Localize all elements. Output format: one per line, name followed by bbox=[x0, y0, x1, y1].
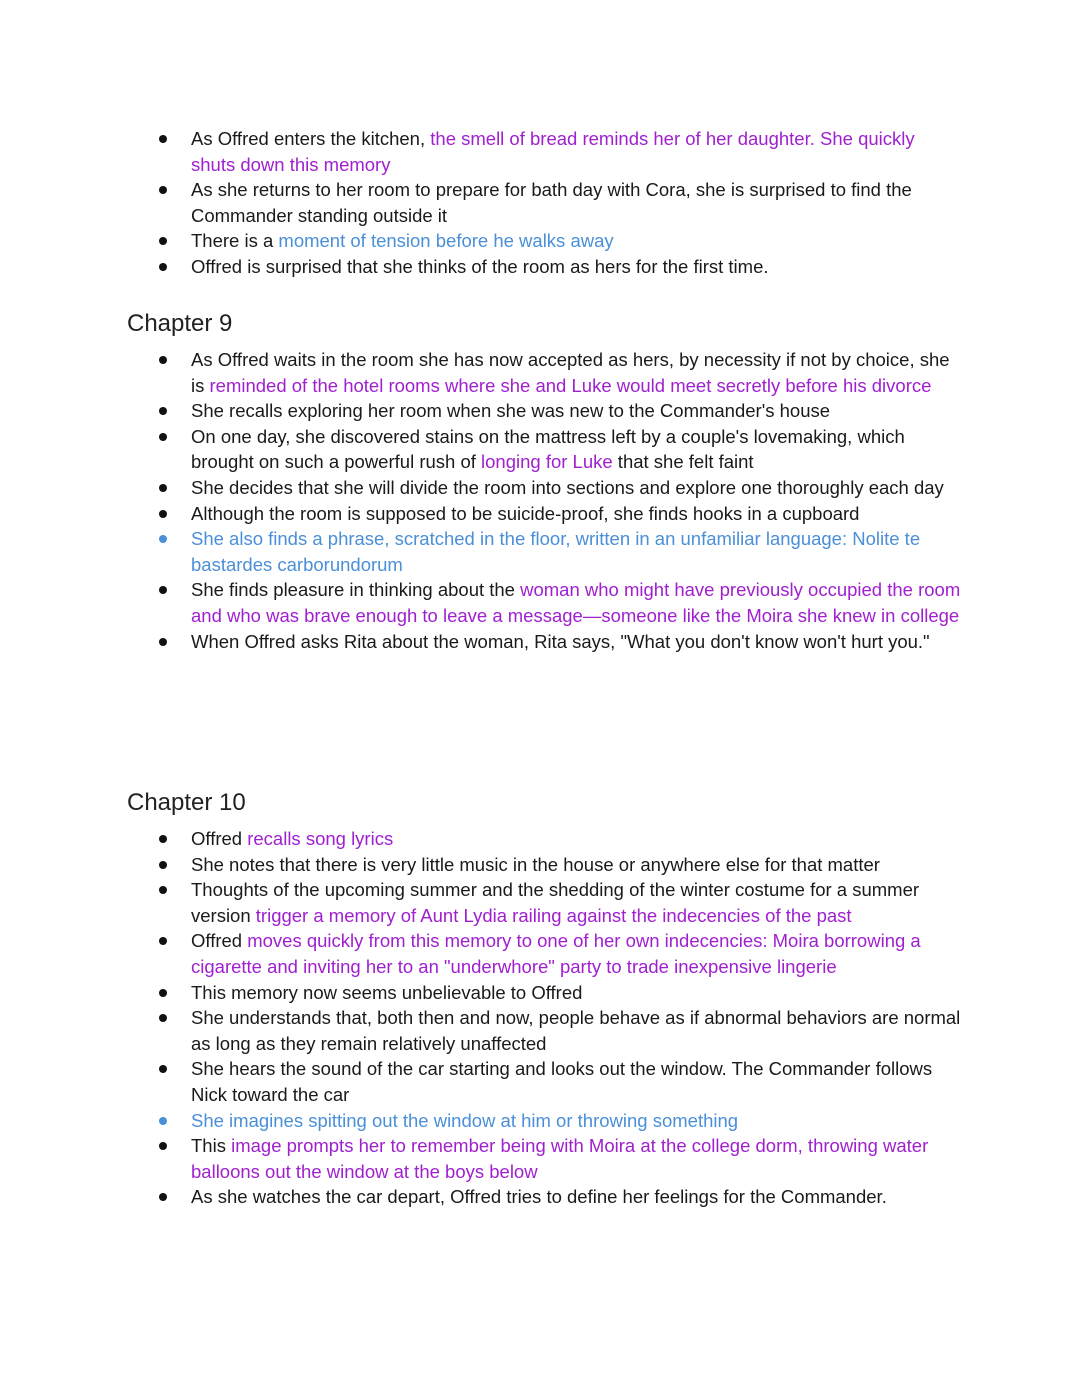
bullet-dot-icon bbox=[159, 484, 167, 492]
chapter-9-bullet-list bbox=[0, 347, 1080, 654]
bullet-text-black: Offred is surprised that she thinks of the room as hers for the first time. bbox=[191, 255, 769, 277]
bullet-item bbox=[0, 980, 961, 1006]
bullet-text-blue: She also finds a phrase, scratched in the floor, written in an unfamiliar language: Nolite te bastardes carborundorum bbox=[191, 528, 921, 575]
bullet-item bbox=[0, 398, 961, 424]
bullet-dot-icon bbox=[159, 1193, 167, 1201]
bullet-text-purple: trigger a memory of Aunt Lydia railing against the indecencies of the past bbox=[255, 904, 852, 926]
bullet-item bbox=[0, 1056, 961, 1107]
bullet-item bbox=[0, 526, 961, 577]
bullet-dot-icon bbox=[159, 356, 167, 364]
bullet-text-black: She decides that she will divide the room into sections and explore one thoroughly each day bbox=[191, 476, 944, 498]
bullet-text-black: She understands that, both then and now, people behave as if abnormal behaviors are normal as long as they remain relatively unaffected bbox=[191, 1007, 961, 1054]
bullet-text-black: As she returns to her room to prepare for bath day with Cora, she is surprised to find the Commander standing outside it bbox=[191, 179, 912, 226]
bullet-text-black: She recalls exploring her room when she was new to the Commander's house bbox=[191, 400, 831, 422]
bullet-item bbox=[0, 501, 961, 527]
bullet-item bbox=[0, 1005, 961, 1056]
bullet-item bbox=[0, 228, 961, 254]
bullet-dot-icon bbox=[159, 989, 167, 997]
bullet-item bbox=[0, 126, 961, 177]
bullet-item bbox=[0, 254, 961, 280]
bullet-item bbox=[0, 629, 961, 655]
bullet-dot-icon bbox=[159, 237, 167, 245]
bullet-text-black: She finds pleasure in thinking about the bbox=[191, 579, 521, 601]
bullet-text-black: On one day, she discovered stains on the mattress left by a couple's lovemaking, which brought on such a powerful rush of bbox=[191, 425, 905, 473]
bullet-text-black: She notes that there is very little music in the house or anywhere else for that matter bbox=[191, 853, 880, 875]
bullet-dot-icon bbox=[159, 263, 167, 271]
bullet-text-purple: woman who might have previously occupied the room and who was brave enough to leave a message—someone like the Moira she knew in college bbox=[191, 579, 961, 626]
bullet-text-black: As she watches the car depart, Offred tries to define her feelings for the Commander. bbox=[191, 1186, 887, 1208]
bullet-dot-icon bbox=[159, 535, 167, 543]
bullet-text-purple: reminded of the hotel rooms where she and Luke would meet secretly before his divorce bbox=[209, 374, 932, 396]
chapter-10-bullet-list bbox=[0, 826, 1080, 1210]
bullet-text-purple: moves quickly from this memory to one of her own indecencies: Moira borrowing a cigarette and inviting her to an "underwhore" party to trade inexpensive lingerie bbox=[191, 930, 921, 977]
bullet-dot-icon bbox=[159, 135, 167, 143]
bullet-text-black: As Offred enters the kitchen, bbox=[191, 128, 431, 149]
bullet-item bbox=[0, 928, 961, 979]
bullet-text-purple: recalls song lyrics bbox=[247, 828, 394, 849]
bullet-dot-icon bbox=[159, 861, 167, 869]
bullet-item bbox=[0, 826, 961, 852]
bullet-item bbox=[0, 852, 961, 878]
bullet-item bbox=[0, 577, 961, 628]
bullet-dot-icon bbox=[159, 638, 167, 646]
chapter-10-heading: Chapter 10 bbox=[127, 789, 246, 816]
bullet-dot-icon bbox=[159, 586, 167, 594]
bullet-item bbox=[0, 1184, 961, 1210]
bullet-dot-icon bbox=[159, 1142, 167, 1150]
bullet-text-purple: longing for Luke bbox=[481, 451, 613, 473]
bullet-text-black: Although the room is supposed to be suicide-proof, she finds hooks in a cupboard bbox=[191, 502, 860, 524]
bullet-item bbox=[0, 347, 961, 398]
bullet-dot-icon bbox=[159, 433, 167, 441]
bullet-text-black: that she felt faint bbox=[612, 451, 754, 473]
bullet-dot-icon bbox=[159, 1014, 167, 1022]
bullet-item bbox=[0, 877, 961, 928]
bullet-text-black: There is a bbox=[191, 230, 279, 252]
bullet-text-black: This memory now seems unbelievable to Offred bbox=[191, 981, 583, 1003]
bullet-text-black: When Offred asks Rita about the woman, Rita says, "What you don't know won't hurt you." bbox=[191, 630, 930, 652]
bullet-text-black: Offred bbox=[191, 828, 248, 849]
bullet-text-purple: image prompts her to remember being with Moira at the college dorm, throwing water balloons out the window at the boys below bbox=[191, 1135, 929, 1182]
bullet-item bbox=[0, 424, 961, 475]
intro-bullet-list bbox=[0, 126, 1080, 280]
bullet-text-black: This bbox=[191, 1135, 232, 1157]
bullet-text-black: As Offred waits in the room she has now accepted as hers, by necessity if not by choice, she is bbox=[191, 349, 950, 396]
bullet-dot-icon bbox=[159, 1065, 167, 1073]
bullet-item bbox=[0, 475, 961, 501]
bullet-dot-icon bbox=[159, 937, 167, 945]
bullet-item bbox=[0, 177, 961, 228]
chapter-9-heading: Chapter 9 bbox=[127, 310, 233, 337]
bullet-dot-icon bbox=[159, 835, 167, 843]
bullet-text-black: Thoughts of the upcoming summer and the shedding of the winter costume for a summer version bbox=[191, 879, 920, 926]
bullet-dot-icon bbox=[159, 1117, 167, 1125]
bullet-text-purple: the smell of bread reminds her of her daughter. She quickly shuts down this memory bbox=[191, 128, 915, 175]
bullet-dot-icon bbox=[159, 886, 167, 894]
bullet-dot-icon bbox=[159, 407, 167, 415]
bullet-text-blue: moment of tension before he walks away bbox=[278, 230, 614, 252]
bullet-text-blue: She imagines spitting out the window at him or throwing something bbox=[191, 1109, 739, 1131]
bullet-dot-icon bbox=[159, 186, 167, 194]
bullet-dot-icon bbox=[159, 510, 167, 518]
bullet-text-black: Offred bbox=[191, 930, 248, 952]
bullet-text-black: She hears the sound of the car starting and looks out the window. The Commander follows Nick toward the car bbox=[191, 1058, 933, 1105]
bullet-item bbox=[0, 1108, 961, 1134]
bullet-item bbox=[0, 1133, 961, 1184]
